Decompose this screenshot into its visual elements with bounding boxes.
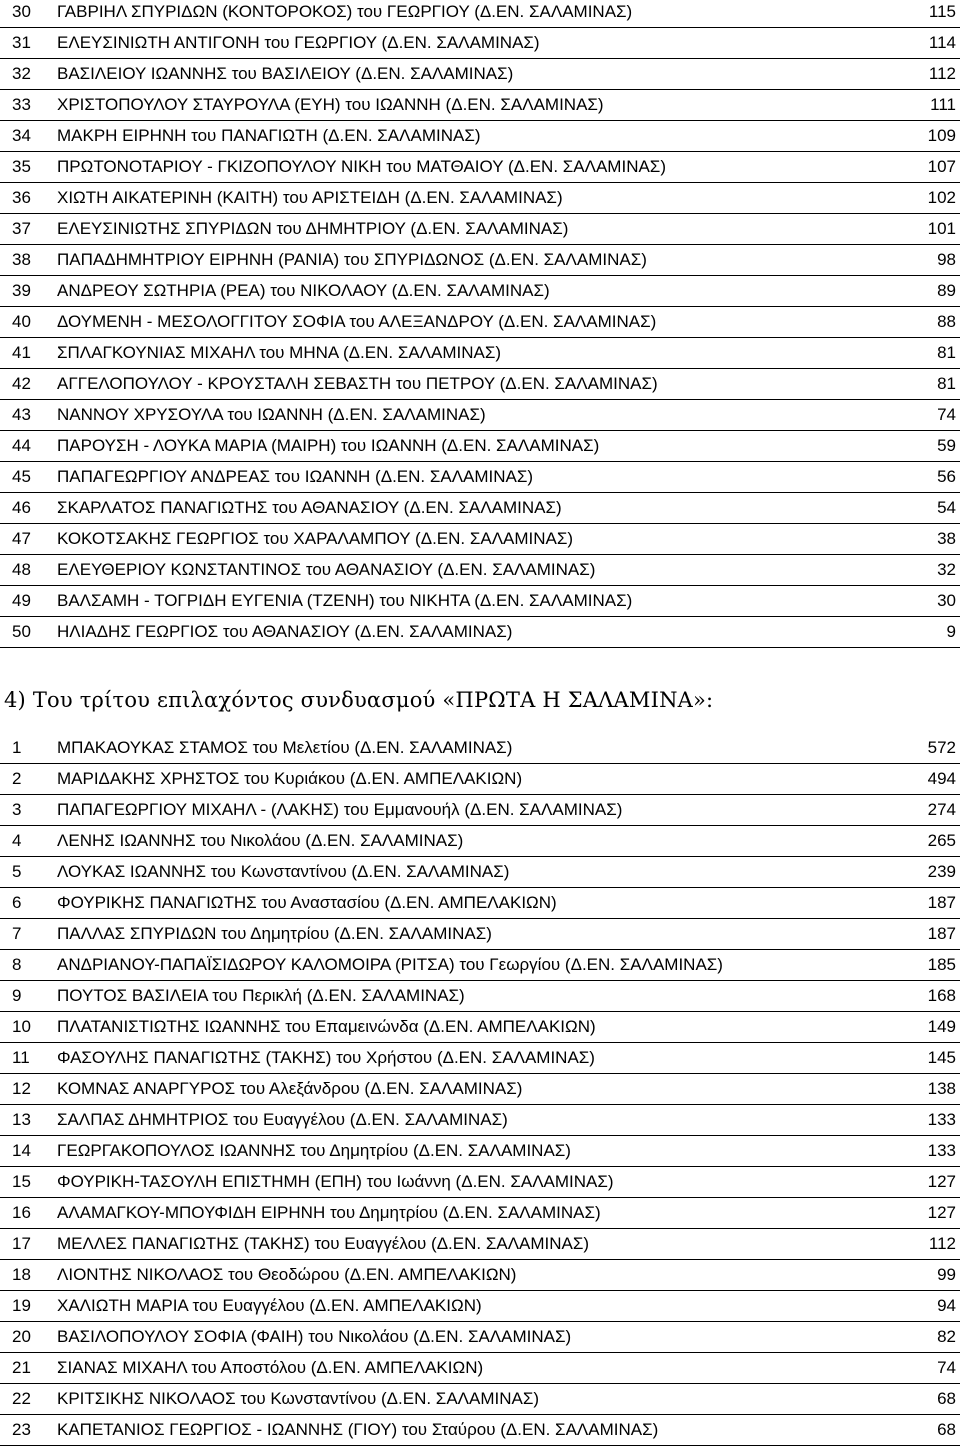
vote-count: 112 — [928, 64, 956, 83]
row-number: 43 — [12, 405, 31, 424]
row-number: 34 — [12, 126, 31, 145]
vote-count: 149 — [927, 1017, 956, 1036]
candidate-name: ΓΑΒΡΙΗΛ ΣΠΥΡΙΔΩΝ (ΚΟΝΤΟΡΟΚΟΣ) του ΓΕΩΡΓΙΟΥ (Δ.ΕΝ. ΣΑΛΑΜΙΝΑΣ) — [57, 2, 633, 21]
candidate-name: ΠΑΠΑΔΗΜΗΤΡΙΟΥ ΕΙΡΗΝΗ (ΡΑΝΙΑ) του ΣΠΥΡΙΔΩΝΟΣ (Δ.ΕΝ. ΣΑΛΑΜΙΝΑΣ) — [57, 250, 647, 269]
list-row — [0, 1229, 960, 1260]
candidate-name: ΣΠΛΑΓΚΟΥΝΙΑΣ ΜΙΧΑΗΛ του ΜΗΝΑ (Δ.ΕΝ. ΣΑΛΑΜΙΝΑΣ) — [57, 343, 502, 362]
row-number: 6 — [12, 893, 22, 912]
row-number: 40 — [12, 312, 31, 331]
row-number: 32 — [12, 64, 31, 83]
candidate-name: ΕΛΕΥΘΕΡΙΟΥ ΚΩΝΣΤΑΝΤΙΝΟΣ του ΑΘΑΝΑΣΙΟΥ (Δ.ΕΝ. ΣΑΛΑΜΙΝΑΣ) — [57, 560, 596, 579]
list-row — [0, 586, 960, 617]
list-row — [0, 617, 960, 648]
row-number: 49 — [12, 591, 31, 610]
candidate-name: ΑΛΑΜΑΓΚΟΥ-ΜΠΟΥΦΙΔΗ ΕΙΡΗΝΗ του Δημητρίου (Δ.ΕΝ. ΣΑΛΑΜΙΝΑΣ) — [57, 1203, 601, 1222]
list-row — [0, 245, 960, 276]
vote-count: 59 — [937, 436, 956, 455]
list-row — [0, 121, 960, 152]
list-row — [0, 1384, 960, 1415]
vote-count: 133 — [927, 1110, 956, 1129]
list-row — [0, 338, 960, 369]
row-number: 39 — [12, 281, 31, 300]
vote-count: 56 — [937, 467, 956, 486]
section-heading: 4) Του τρίτου επιλαχόντος συνδυασμού «ΠΡΩΤΑ Η ΣΑΛΑΜΙΝΑ»: — [4, 688, 714, 712]
row-number: 38 — [12, 250, 31, 269]
candidate-name: ΠΑΠΑΓΕΩΡΓΙΟΥ ΑΝΔΡΕΑΣ του ΙΩΑΝΝΗ (Δ.ΕΝ. ΣΑΛΑΜΙΝΑΣ) — [57, 467, 534, 486]
candidate-name: ΗΛΙΑΔΗΣ ΓΕΩΡΓΙΟΣ του ΑΘΑΝΑΣΙΟΥ (Δ.ΕΝ. ΣΑΛΑΜΙΝΑΣ) — [57, 622, 513, 641]
candidate-name: ΦΟΥΡΙΚΗΣ ΠΑΝΑΓΙΩΤΗΣ του Αναστασίου (Δ.ΕΝ. ΑΜΠΕΛΑΚΙΩΝ) — [57, 893, 557, 912]
vote-count: 145 — [927, 1048, 956, 1067]
candidate-name: ΔΟΥΜΕΝΗ - ΜΕΣΟΛΟΓΓΙΤΟΥ ΣΟΦΙΑ του ΑΛΕΞΑΝΔΡΟΥ (Δ.ΕΝ. ΣΑΛΑΜΙΝΑΣ) — [57, 312, 657, 331]
candidate-name: ΣΑΛΠΑΣ ΔΗΜΗΤΡΙΟΣ του Ευαγγέλου (Δ.ΕΝ. ΣΑΛΑΜΙΝΑΣ) — [57, 1110, 508, 1129]
list-row — [0, 919, 960, 950]
list-row — [0, 59, 960, 90]
row-number: 36 — [12, 188, 31, 207]
list-row — [0, 90, 960, 121]
row-number: 45 — [12, 467, 31, 486]
candidate-name: ΑΝΔΡΕΟΥ ΣΩΤΗΡΙΑ (ΡΕΑ) του ΝΙΚΟΛΑΟΥ (Δ.ΕΝ. ΣΑΛΑΜΙΝΑΣ) — [57, 281, 550, 300]
vote-count: 89 — [937, 281, 956, 300]
row-number: 9 — [12, 986, 22, 1005]
list-row — [0, 0, 960, 28]
vote-count: 54 — [937, 498, 956, 517]
row-number: 8 — [12, 955, 22, 974]
vote-count: 88 — [937, 312, 956, 331]
row-number: 18 — [12, 1265, 31, 1284]
row-number: 33 — [12, 95, 31, 114]
row-number: 20 — [12, 1327, 31, 1346]
candidate-list-a — [0, 0, 960, 648]
vote-count: 185 — [927, 955, 956, 974]
list-row — [0, 214, 960, 245]
vote-count: 98 — [937, 250, 956, 269]
candidate-name: ΠΑΛΛΑΣ ΣΠΥΡΙΔΩΝ του Δημητρίου (Δ.ΕΝ. ΣΑΛΑΜΙΝΑΣ) — [57, 924, 492, 943]
candidate-name: ΒΑΣΙΛΕΙΟΥ ΙΩΑΝΝΗΣ του ΒΑΣΙΛΕΙΟΥ (Δ.ΕΝ. ΣΑΛΑΜΙΝΑΣ) — [57, 64, 514, 83]
candidate-name: ΒΑΣΙΛΟΠΟΥΛΟΥ ΣΟΦΙΑ (ΦΑΙΗ) του Νικολάου (Δ.ΕΝ. ΣΑΛΑΜΙΝΑΣ) — [57, 1327, 572, 1346]
list-row — [0, 152, 960, 183]
row-number: 12 — [12, 1079, 31, 1098]
list-row — [0, 369, 960, 400]
list-row — [0, 764, 960, 795]
row-number: 48 — [12, 560, 31, 579]
list-row — [0, 1198, 960, 1229]
vote-count: 9 — [946, 622, 956, 641]
vote-count: 82 — [937, 1327, 956, 1346]
vote-count: 111 — [930, 95, 956, 114]
vote-count: 115 — [928, 2, 956, 21]
list-row — [0, 888, 960, 919]
row-number: 17 — [12, 1234, 31, 1253]
vote-count: 81 — [937, 343, 956, 362]
candidate-name: ΚΟΚΟΤΣΑΚΗΣ ΓΕΩΡΓΙΟΣ του ΧΑΡΑΛΑΜΠΟΥ (Δ.ΕΝ. ΣΑΛΑΜΙΝΑΣ) — [57, 529, 574, 548]
vote-count: 187 — [927, 924, 956, 943]
candidate-name: ΑΝΔΡΙΑΝΟΥ-ΠΑΠΑΪΣΙΔΩΡΟΥ ΚΑΛΟΜΟΙΡΑ (ΡΙΤΣΑ) του Γεωργίου (Δ.ΕΝ. ΣΑΛΑΜΙΝΑΣ) — [57, 955, 723, 974]
candidate-name: ΠΑΠΑΓΕΩΡΓΙΟΥ ΜΙΧΑΗΛ - (ΛΑΚΗΣ) του Εμμανουήλ (Δ.ΕΝ. ΣΑΛΑΜΙΝΑΣ) — [57, 800, 623, 819]
row-number: 5 — [12, 862, 22, 881]
vote-count: 112 — [928, 1234, 956, 1253]
vote-count: 94 — [937, 1296, 956, 1315]
vote-count: 127 — [927, 1203, 956, 1222]
list-row — [0, 1012, 960, 1043]
list-row — [0, 1415, 960, 1446]
row-number: 30 — [12, 2, 31, 21]
vote-count: 133 — [927, 1141, 956, 1160]
row-number: 13 — [12, 1110, 31, 1129]
candidate-name: ΠΑΡΟΥΣΗ - ΛΟΥΚΑ ΜΑΡΙΑ (ΜΑΙΡΗ) του ΙΩΑΝΝΗ (Δ.ΕΝ. ΣΑΛΑΜΙΝΑΣ) — [57, 436, 600, 455]
candidate-name: ΠΡΩΤΟΝΟΤΑΡΙΟΥ - ΓΚΙΖΟΠΟΥΛΟΥ ΝΙΚΗ του ΜΑΤΘΑΙΟΥ (Δ.ΕΝ. ΣΑΛΑΜΙΝΑΣ) — [57, 157, 666, 176]
candidate-name: ΦΟΥΡΙΚΗ-ΤΑΣΟΥΛΗ ΕΠΙΣΤΗΜΗ (ΕΠΗ) του Ιωάννη (Δ.ΕΝ. ΣΑΛΑΜΙΝΑΣ) — [57, 1172, 614, 1191]
row-number: 19 — [12, 1296, 31, 1315]
row-number: 4 — [12, 831, 22, 850]
row-number: 50 — [12, 622, 31, 641]
row-number: 46 — [12, 498, 31, 517]
row-number: 42 — [12, 374, 31, 393]
list-row — [0, 307, 960, 338]
vote-count: 81 — [937, 374, 956, 393]
list-row — [0, 431, 960, 462]
vote-count: 265 — [927, 831, 956, 850]
list-row — [0, 950, 960, 981]
vote-count: 168 — [927, 986, 956, 1005]
vote-count: 239 — [927, 862, 956, 881]
vote-count: 74 — [937, 405, 956, 424]
vote-count: 74 — [937, 1358, 956, 1377]
vote-count: 572 — [927, 738, 956, 757]
candidate-name: ΛΕΝΗΣ ΙΩΑΝΝΗΣ του Νικολάου (Δ.ΕΝ. ΣΑΛΑΜΙΝΑΣ) — [57, 831, 464, 850]
vote-count: 99 — [937, 1265, 956, 1284]
row-number: 7 — [12, 924, 22, 943]
vote-count: 109 — [927, 126, 956, 145]
list-row — [0, 1043, 960, 1074]
list-row — [0, 462, 960, 493]
row-number: 21 — [12, 1358, 31, 1377]
candidate-name: ΠΛΑΤΑΝΙΣΤΙΩΤΗΣ ΙΩΑΝΝΗΣ του Επαμεινώνδα (Δ.ΕΝ. ΑΜΠΕΛΑΚΙΩΝ) — [57, 1017, 596, 1036]
row-number: 37 — [12, 219, 31, 238]
vote-count: 68 — [937, 1420, 956, 1439]
row-number: 41 — [12, 343, 31, 362]
list-row — [0, 28, 960, 59]
candidate-name: ΣΚΑΡΛΑΤΟΣ ΠΑΝΑΓΙΩΤΗΣ του ΑΘΑΝΑΣΙΟΥ (Δ.ΕΝ. ΣΑΛΑΜΙΝΑΣ) — [57, 498, 562, 517]
row-number: 15 — [12, 1172, 31, 1191]
candidate-name: ΒΑΛΣΑΜΗ - ΤΟΓΡΙΔΗ ΕΥΓΕΝΙΑ (ΤΖΕΝΗ) του ΝΙΚΗΤΑ (Δ.ΕΝ. ΣΑΛΑΜΙΝΑΣ) — [57, 591, 633, 610]
candidate-name: ΑΓΓΕΛΟΠΟΥΛΟΥ - ΚΡΟΥΣΤΑΛΗ ΣΕΒΑΣΤΗ του ΠΕΤΡΟΥ (Δ.ΕΝ. ΣΑΛΑΜΙΝΑΣ) — [57, 374, 658, 393]
vote-count: 68 — [937, 1389, 956, 1408]
candidate-name: ΚΡΙΤΣΙΚΗΣ ΝΙΚΟΛΑΟΣ του Κωνσταντίνου (Δ.ΕΝ. ΣΑΛΑΜΙΝΑΣ) — [57, 1389, 540, 1408]
candidate-name: ΜΑΡΙΔΑΚΗΣ ΧΡΗΣΤΟΣ του Κυριάκου (Δ.ΕΝ. ΑΜΠΕΛΑΚΙΩΝ) — [57, 769, 523, 788]
list-row — [0, 733, 960, 764]
candidate-name: ΣΙΑΝΑΣ ΜΙΧΑΗΛ του Αποστόλου (Δ.ΕΝ. ΑΜΠΕΛΑΚΙΩΝ) — [57, 1358, 484, 1377]
candidate-name: ΜΠΑΚΑΟΥΚΑΣ ΣΤΑΜΟΣ του Μελετίου (Δ.ΕΝ. ΣΑΛΑΜΙΝΑΣ) — [57, 738, 513, 757]
list-row — [0, 981, 960, 1012]
list-row — [0, 826, 960, 857]
candidate-name: ΚΑΠΕΤΑΝΙΟΣ ΓΕΩΡΓΙΟΣ - ΙΩΑΝΝΗΣ (ΓΙΟΥ) του Σταύρου (Δ.ΕΝ. ΣΑΛΑΜΙΝΑΣ) — [57, 1420, 659, 1439]
vote-count: 30 — [937, 591, 956, 610]
candidate-name: ΛΙΟΝΤΗΣ ΝΙΚΟΛΑΟΣ του Θεοδώρου (Δ.ΕΝ. ΑΜΠΕΛΑΚΙΩΝ) — [57, 1265, 517, 1284]
list-row — [0, 555, 960, 586]
list-row — [0, 857, 960, 888]
vote-count: 138 — [927, 1079, 956, 1098]
row-number: 11 — [12, 1048, 30, 1067]
candidate-name: ΕΛΕΥΣΙΝΙΩΤΗΣ ΣΠΥΡΙΔΩΝ του ΔΗΜΗΤΡΙΟΥ (Δ.ΕΝ. ΣΑΛΑΜΙΝΑΣ) — [57, 219, 569, 238]
candidate-name: ΠΟΥΤΟΣ ΒΑΣΙΛΕΙΑ του Περικλή (Δ.ΕΝ. ΣΑΛΑΜΙΝΑΣ) — [57, 986, 465, 1005]
list-row — [0, 1074, 960, 1105]
candidate-name: ΜΑΚΡΗ ΕΙΡΗΝΗ του ΠΑΝΑΓΙΩΤΗ (Δ.ΕΝ. ΣΑΛΑΜΙΝΑΣ) — [57, 126, 481, 145]
candidate-name: ΓΕΩΡΓΑΚΟΠΟΥΛΟΣ ΙΩΑΝΝΗΣ του Δημητρίου (Δ.ΕΝ. ΣΑΛΑΜΙΝΑΣ) — [57, 1141, 571, 1160]
row-number: 35 — [12, 157, 31, 176]
candidate-list-b — [0, 733, 960, 1446]
row-number: 47 — [12, 529, 31, 548]
candidate-name: ΧΡΙΣΤΟΠΟΥΛΟΥ ΣΤΑΥΡΟΥΛΑ (ΕΥΗ) του ΙΩΑΝΝΗ (Δ.ΕΝ. ΣΑΛΑΜΙΝΑΣ) — [57, 95, 604, 114]
candidate-name: ΦΑΣΟΥΛΗΣ ΠΑΝΑΓΙΩΤΗΣ (ΤΑΚΗΣ) του Χρήστου (Δ.ΕΝ. ΣΑΛΑΜΙΝΑΣ) — [57, 1048, 595, 1067]
row-number: 3 — [12, 800, 22, 819]
candidate-name: ΛΟΥΚΑΣ ΙΩΑΝΝΗΣ του Κωνσταντίνου (Δ.ΕΝ. ΣΑΛΑΜΙΝΑΣ) — [57, 862, 510, 881]
vote-count: 274 — [927, 800, 956, 819]
vote-count: 107 — [927, 157, 956, 176]
list-row — [0, 276, 960, 307]
row-number: 16 — [12, 1203, 31, 1222]
vote-count: 101 — [927, 219, 956, 238]
list-row — [0, 183, 960, 214]
row-number: 22 — [12, 1389, 31, 1408]
vote-count: 102 — [927, 188, 956, 207]
vote-count: 187 — [927, 893, 956, 912]
candidate-name: ΝΑΝΝΟΥ ΧΡΥΣΟΥΛΑ του ΙΩΑΝΝΗ (Δ.ΕΝ. ΣΑΛΑΜΙΝΑΣ) — [57, 405, 486, 424]
vote-count: 127 — [927, 1172, 956, 1191]
list-row — [0, 1260, 960, 1291]
row-number: 2 — [12, 769, 22, 788]
row-number: 23 — [12, 1420, 31, 1439]
list-row — [0, 1353, 960, 1384]
list-row — [0, 1322, 960, 1353]
list-row — [0, 1105, 960, 1136]
list-row — [0, 1291, 960, 1322]
row-number: 14 — [12, 1141, 31, 1160]
list-row — [0, 1167, 960, 1198]
candidate-name: ΚΟΜΝΑΣ ΑΝΑΡΓΥΡΟΣ του Αλεξάνδρου (Δ.ΕΝ. ΣΑΛΑΜΙΝΑΣ) — [57, 1079, 523, 1098]
vote-count: 494 — [927, 769, 956, 788]
vote-count: 114 — [928, 33, 956, 52]
row-number: 44 — [12, 436, 31, 455]
row-number: 31 — [12, 33, 31, 52]
list-row — [0, 493, 960, 524]
list-row — [0, 524, 960, 555]
candidate-name: ΧΑΛΙΩΤΗ ΜΑΡΙΑ του Ευαγγέλου (Δ.ΕΝ. ΑΜΠΕΛΑΚΙΩΝ) — [57, 1296, 482, 1315]
candidate-name: ΕΛΕΥΣΙΝΙΩΤΗ ΑΝΤΙΓΟΝΗ του ΓΕΩΡΓΙΟΥ (Δ.ΕΝ. ΣΑΛΑΜΙΝΑΣ) — [57, 33, 540, 52]
row-number: 1 — [12, 738, 22, 757]
list-row — [0, 795, 960, 826]
vote-count: 38 — [937, 529, 956, 548]
row-number: 10 — [12, 1017, 31, 1036]
candidate-name: ΧΙΩΤΗ ΑΙΚΑΤΕΡΙΝΗ (ΚΑΙΤΗ) του ΑΡΙΣΤΕΙΔΗ (Δ.ΕΝ. ΣΑΛΑΜΙΝΑΣ) — [57, 188, 563, 207]
list-row — [0, 400, 960, 431]
vote-count: 32 — [937, 560, 956, 579]
list-row — [0, 1136, 960, 1167]
candidate-name: ΜΕΛΛΕΣ ΠΑΝΑΓΙΩΤΗΣ (ΤΑΚΗΣ) του Ευαγγέλου (Δ.ΕΝ. ΣΑΛΑΜΙΝΑΣ) — [57, 1234, 590, 1253]
